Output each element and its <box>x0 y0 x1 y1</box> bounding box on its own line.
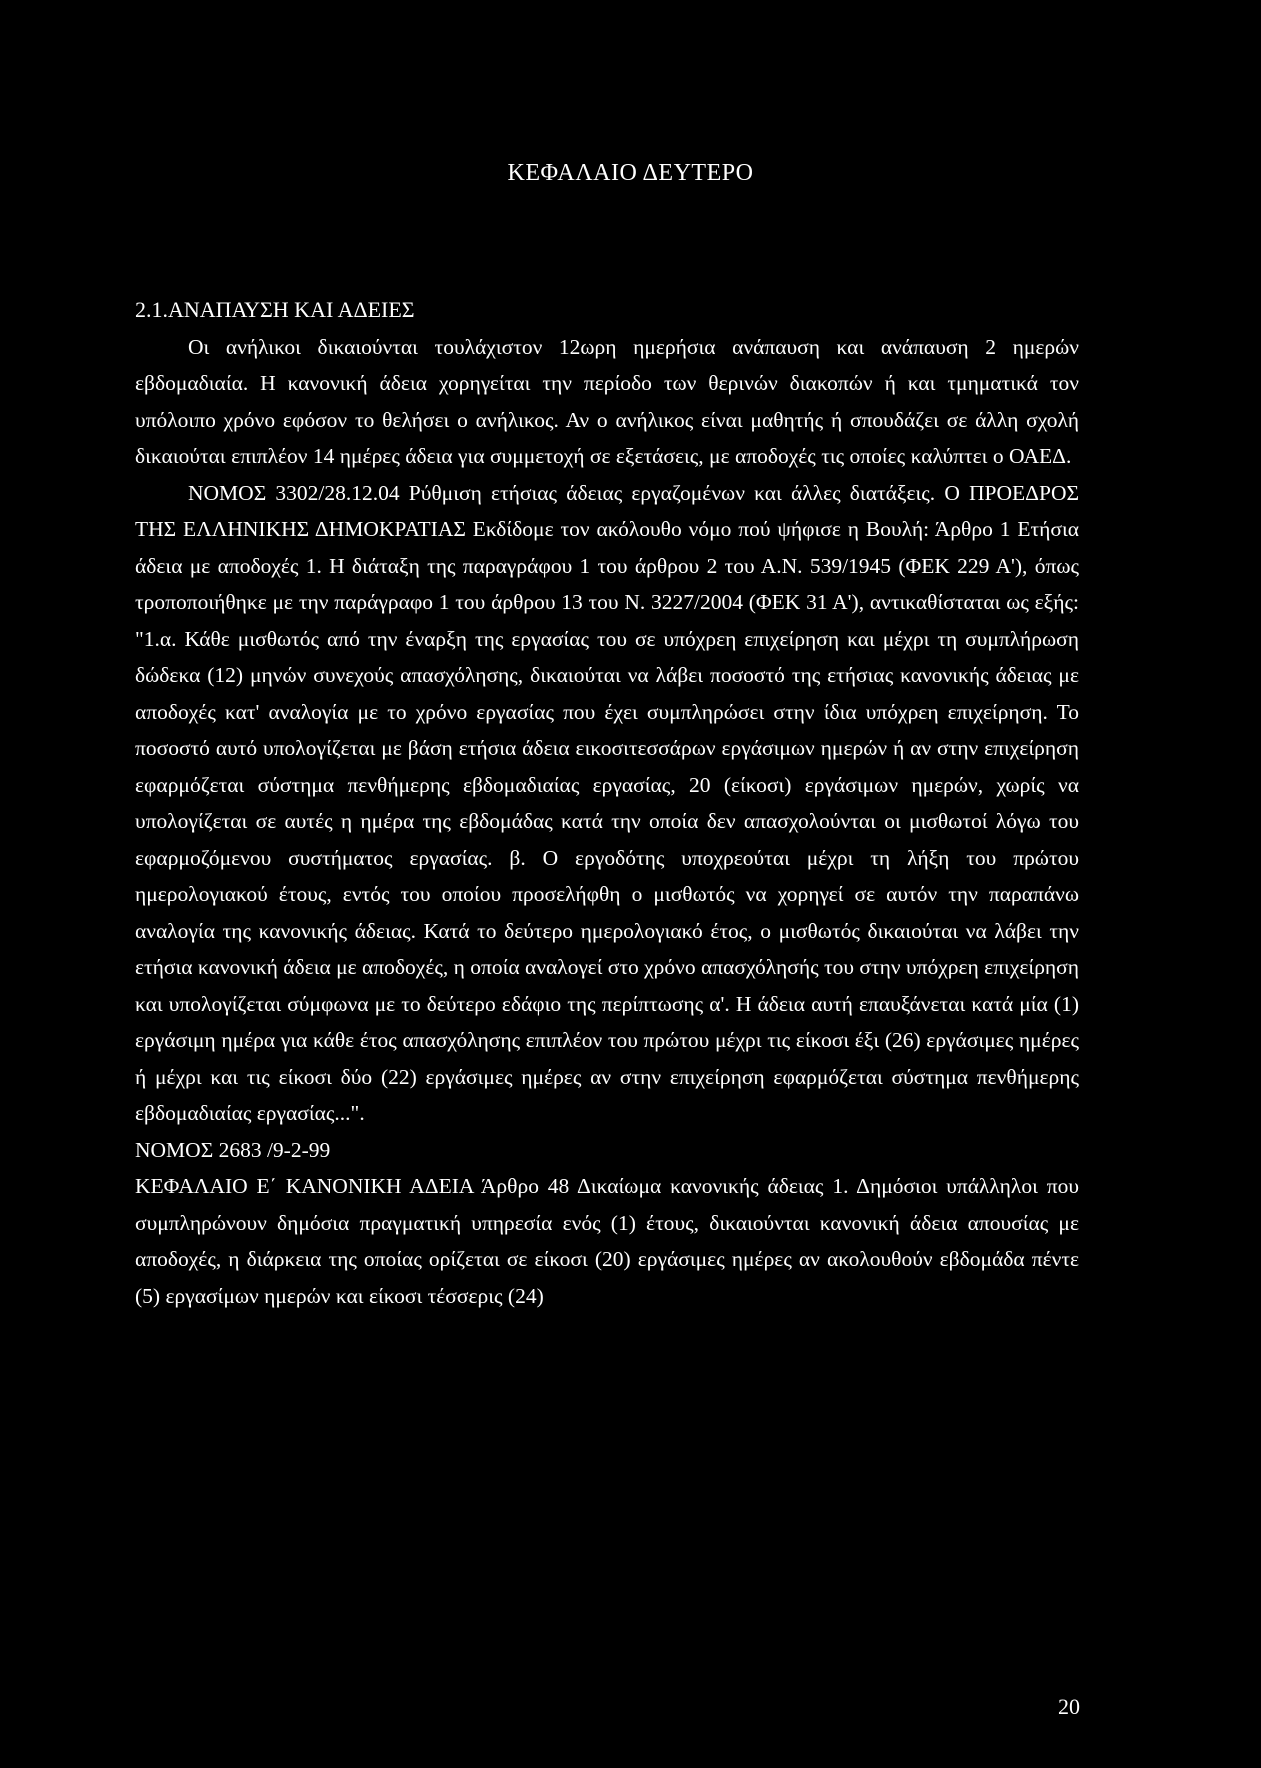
section-heading: 2.1.ΑΝΑΠΑΥΣΗ ΚΑΙ ΑΔΕΙΕΣ <box>135 297 415 322</box>
paragraph-law-3302: ΝΟΜΟΣ 3302/28.12.04 Ρύθμιση ετήσιας άδειας εργαζομένων και άλλες διατάξεις. Ο ΠΡΟΕΔΡΟΣ ΤΗΣ ΕΛΛΗΝΙΚΗΣ ΔΗΜΟΚΡΑΤΙΑΣ Εκδίδομε τον ακόλουθο νόμο πού ψήφισε η Βουλή: Άρθρο 1 Ετήσια άδεια με αποδοχές 1. Η διάταξη της παραγράφου 1 του άρθρου 2 του Α.Ν. 539/1945 (ΦΕΚ 229 Α'), όπως τροποποιήθηκε με την παράγραφο 1 του άρθρου 13 του Ν. 3227/2004 (ΦΕΚ 31 Α'), αντικαθίσταται ως εξής: "1.α. Κάθε μισθωτός από την έναρξη της εργασίας του σε υπόχρεη επιχείρηση και μέχρι τη συμπλήρωση δώδεκα (12) μηνών συνεχούς απασχόλησης, δικαιούται να λάβει ποσοστό της ετήσιας κανονικής άδειας με αποδοχές κατ' αναλογία με το χρόνο εργασίας που έχει συμπληρώσει στην ίδια υπόχρεη επιχείρηση. Το ποσοστό αυτό υπολογίζεται με βάση ετήσια άδεια εικοσιτεσσάρων εργάσιμων ημερών ή αν στην επιχείρηση εφαρμόζεται σύστημα πενθήμερης εβδομαδιαίας εργασίας, 20 (είκοσι) εργάσιμων ημερών, χωρίς να υπολογίζεται σε αυτές η ημέρα της εβδομάδας κατά την οποία δεν απασχολούνται οι μισθωτοί λόγω του εφαρμοζόμενου συστήματος εργασίας. β. Ο εργοδότης υποχρεούται μέχρι τη λήξη του πρώτου ημερολογιακού έτους, εντός του οποίου προσελήφθη ο μισθωτός να χορηγεί σε αυτόν την παραπάνω αναλογία της κανονικής άδειας. Κατά το δεύτερο ημερολογιακό έτος, ο μισθωτός δικαιούται να λάβει την ετήσια κανονική άδεια με αποδοχές, η οποία αναλογεί στο χρόνο απασχόλησής του στην υπόχρεη επιχείρηση και υπολογίζεται σύμφωνα με το δεύτερο εδάφιο της περίπτωσης α'. Η άδεια αυτή επαυξάνεται κατά μία (1) εργάσιμη ημέρα για κάθε έτος απασχόλησης επιπλέον του πρώτου μέχρι τις είκοσι έξι (26) εργάσιμες ημέρες ή μέχρι και τις είκοσι δύο (22) εργάσιμες ημέρες αν στην επιχείρηση εφαρμόζεται σύστημα πενθήμερης εβδομαδιαίας εργασίας...". <box>135 480 1079 1125</box>
paragraph-minors-rest: Οι ανήλικοι δικαιούνται τουλάχιστον 12ωρη ημερήσια ανάπαυση και ανάπαυση 2 ημερών εβδομαδιαία. Η κανονική άδεια χορηγείται την περίοδο των θερινών διακοπών ή και τμηματικά τον υπόλοιπο χρόνο εφόσον το θελήσει ο ανήλικος. Αν ο ανήλικος είναι μαθητής ή σπουδάζει σε άλλη σχολή δικαιούται επιπλέον 14 ημέρες άδεια για συμμετοχή σε εξετάσεις, με αποδοχές τις οποίες καλύπτει ο ΟΑΕΔ. <box>135 334 1079 468</box>
paragraph-chapter-e: ΚΕΦΑΛΑΙΟ Ε΄ ΚΑΝΟΝΙΚΗ ΑΔΕΙΑ Άρθρο 48 Δικαίωμα κανονικής άδειας 1. Δημόσιοι υπάλληλοι που συμπληρώνουν δημόσια πραγματική υπηρεσία ενός (1) έτους, δικαιούνται κανονική άδεια απουσίας με αποδοχές, η διάρκεια της οποίας ορίζεται σε είκοσι (20) εργάσιμες ημέρες αν ακολουθούν εβδομάδα πέντε (5) εργασίμων ημερών και είκοσι τέσσερις (24) <box>135 1174 1079 1308</box>
page-number: 20 <box>1058 1694 1080 1719</box>
page-content <box>135 292 1079 1314</box>
chapter-title: ΚΕΦΑΛΑΙΟ ΔΕΥΤΕΡΟ <box>507 160 754 186</box>
paragraph-law-2683: ΝΟΜΟΣ 2683 /9-2-99 <box>135 1137 331 1162</box>
